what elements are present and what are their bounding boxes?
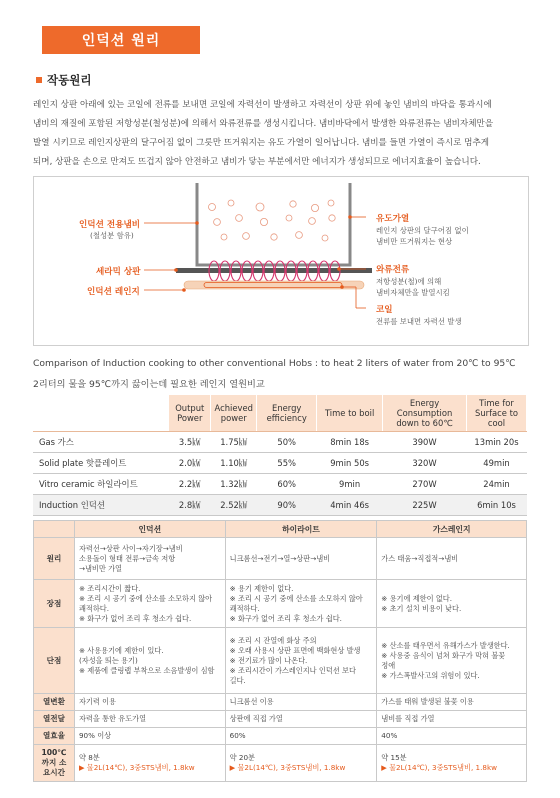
table-cell: Gas 가스: [33, 431, 169, 452]
table-cell: 4min 46s: [317, 494, 383, 515]
label-induction-heating-sub1: 레인지 상판의 달구어짐 없이: [376, 226, 469, 235]
column-header: Output Power: [169, 395, 211, 431]
intro-paragraph: [33, 96, 533, 172]
row-header: 장점: [34, 580, 75, 628]
table-row: [33, 494, 527, 515]
table-cell: [225, 580, 377, 628]
table-cell: [377, 728, 527, 745]
table-cell: Induction 인덕션: [33, 494, 169, 515]
table-cell: [377, 745, 527, 782]
table-row: [34, 580, 527, 628]
cell-line: 자력선→상판 사이→자기장→냄비: [78, 543, 183, 553]
table-cell: 9min 50s: [317, 452, 383, 473]
intro-line: 되며, 상판을 손으로 만져도 뜨겁지 않아 안전하고 냄비가 닿는 부분에서만 에너지가 생성되므로 에너지효율이 높습니다.: [33, 157, 481, 167]
table-cell: [225, 728, 377, 745]
cell-line: ※ 용기 제한이 없다.: [229, 583, 294, 593]
table-cell: [377, 538, 527, 580]
table-cell: [74, 694, 225, 711]
table-row: [34, 745, 527, 782]
intro-line: 발열 시키므로 레인지상판의 달구어짐 없이 그릇만 뜨거워지는 유도 가열이 일어납니다. 냄비를 들면 가열이 즉시로 멈추게: [33, 138, 490, 148]
table-cell: 2.2㎾: [169, 473, 211, 494]
cell-line: ※ 전기료가 많이 나온다.: [229, 655, 308, 665]
cell-line: 냄비를 직접 가열: [381, 714, 435, 723]
table-cell: [225, 628, 377, 694]
table-row: [34, 711, 527, 728]
column-header: Energy efficiency: [257, 395, 317, 431]
column-header: Time to boil: [317, 395, 383, 431]
cell-line: ※ 조리 시 공기 중에 산소를 소모하지 않아: [78, 593, 213, 603]
table-cell: 390W: [383, 431, 467, 452]
cell-line: 가스 태움→직접적→냄비: [381, 553, 459, 563]
cell-line: (자성을 띄는 용기): [78, 655, 138, 665]
cell-line: ※ 제품에 클링랩 부착으로 소음발생이 심함: [78, 665, 215, 675]
cell-line: ▶ 물2L(14℃), 3중STS냄비, 1.8kw: [78, 763, 195, 772]
cell-line: 길다.: [229, 675, 246, 685]
table-cell: [225, 711, 377, 728]
column-header: 가스레인지: [377, 521, 527, 538]
table-cell: [377, 694, 527, 711]
cell-line: 약 20분: [229, 753, 255, 762]
cell-line: ※ 오래 사용시 상판 표면에 백화현상 발생: [229, 645, 361, 655]
table-cell: [74, 728, 225, 745]
label-induction-heating-sub2: 냄비만 뜨거워지는 현상: [376, 237, 453, 246]
table-row: [34, 628, 527, 694]
label-coil-sub: 전류를 보내면 자력선 발생: [376, 317, 462, 326]
cell-line: ※ 가스폭발사고의 위험이 있다.: [381, 670, 480, 680]
cell-line: ▶ 물2L(14℃), 3중STS냄비, 1.8kw: [229, 763, 346, 772]
cell-line: ※ 용기에 제한이 없다.: [381, 593, 453, 603]
table-cell: 50%: [257, 431, 317, 452]
table-row: [33, 452, 527, 473]
table-cell: 90%: [257, 494, 317, 515]
column-header: [34, 521, 75, 538]
label-induction-pot-sub: (철성분 함유): [90, 231, 134, 240]
cell-line: ※ 초기 설치 비용이 낮다.: [381, 603, 462, 613]
cell-line: ※ 조리 시 공기 중에 산소를 소모하지 않아: [229, 593, 363, 603]
table-cell: [377, 628, 527, 694]
table-cell: 1.32㎾: [211, 473, 257, 494]
table-cell: 49min: [467, 452, 527, 473]
table-cell: 60%: [257, 473, 317, 494]
detail-header-row: [34, 521, 527, 538]
table-cell: [74, 628, 225, 694]
label-eddy-current-sub2: 냄비자체만을 발열시킴: [376, 288, 450, 297]
table-cell: [225, 538, 377, 580]
table-cell: [74, 711, 225, 728]
section-heading-text: 작동원리: [47, 73, 92, 87]
table-row: [34, 538, 527, 580]
table-cell: 55%: [257, 452, 317, 473]
cell-line: ※ 화구가 없어 조리 후 청소가 쉽다.: [78, 613, 192, 623]
cell-line: 60%: [229, 731, 246, 740]
table-cell: Vitro ceramic 하일라이트: [33, 473, 169, 494]
cell-line: 약 8분: [78, 753, 100, 762]
label-coil: 코일: [376, 305, 393, 315]
cell-line: 쾌적하다.: [78, 603, 110, 613]
table-cell: 24min: [467, 473, 527, 494]
cell-line: ※ 조리 시 잔열에 화상 주의: [229, 635, 317, 645]
row-header: 원리: [34, 538, 75, 580]
comparison-header-row: [33, 395, 527, 431]
cell-line: 약 15분: [381, 753, 407, 762]
table-cell: [377, 580, 527, 628]
table-cell: [74, 745, 225, 782]
page-title: 인덕션 원리: [42, 26, 200, 54]
table-row: [33, 473, 527, 494]
cell-line: 정애: [381, 660, 396, 670]
cell-line: 소용돌이 형태 전류→금속 저항: [78, 553, 176, 563]
caption-english: Comparison of Induction cooking to other conventional Hobs : to heat 2 liters of water from 20℃ to 95℃: [33, 358, 516, 369]
column-header: Achieved power: [211, 395, 257, 431]
cell-line: 가스를 태워 발생된 불꽃 이용: [381, 697, 474, 706]
column-header: 인덕션: [74, 521, 225, 538]
table-cell: 225W: [383, 494, 467, 515]
induction-diagram: [33, 176, 529, 346]
row-header: 단점: [34, 628, 75, 694]
caption-korean: 2리터의 물을 95℃까지 끓이는데 필요한 레인지 열원비교: [33, 379, 265, 390]
label-induction-range: 인덕션 레인지: [87, 287, 140, 297]
cell-line: →냄비만 가열: [78, 563, 122, 573]
cell-line: 상판에 직접 가열: [229, 714, 283, 723]
cell-line: ※ 화구가 없어 조리 후 청소가 쉽다.: [229, 613, 342, 623]
table-cell: 13min 20s: [467, 431, 527, 452]
cell-line: ※ 조리시간이 가스레인지나 인덕션 보다: [229, 665, 356, 675]
table-cell: 1.75㎾: [211, 431, 257, 452]
label-induction-pot: 인덕션 전용냄비: [79, 220, 141, 230]
cell-line: ▶ 물2L(14℃), 3중STS냄비, 1.8kw: [381, 763, 497, 772]
bubbles: [209, 200, 336, 241]
cell-line: ※ 산소를 태우면서 유해가스가 발생한다.: [381, 640, 510, 650]
row-header: 열전달: [34, 711, 75, 728]
table-cell: 6min 10s: [467, 494, 527, 515]
cell-line: 자기력 이용: [78, 697, 116, 706]
section-heading: [36, 72, 91, 88]
row-header: 100℃까지 소요시간: [34, 745, 75, 782]
cell-line: ※ 조리시간이 짧다.: [78, 583, 141, 593]
table-cell: 9min: [317, 473, 383, 494]
label-eddy-current: 와류전류: [376, 265, 410, 275]
cell-line: ※ 사용용기에 제한이 있다.: [78, 645, 164, 655]
table-cell: 320W: [383, 452, 467, 473]
table-cell: [377, 711, 527, 728]
cell-line: ※ 사용중 음식이 넘쳐 화구가 막혀 불꽃: [381, 650, 506, 660]
comparison-table: [33, 395, 527, 516]
table-cell: [74, 580, 225, 628]
table-cell: [225, 694, 377, 711]
label-eddy-current-sub1: 저항성분(철)에 의해: [376, 277, 442, 286]
table-cell: 1.10㎾: [211, 452, 257, 473]
table-cell: Solid plate 핫플레이트: [33, 452, 169, 473]
cell-line: 쾌적하다.: [229, 603, 260, 613]
cell-line: 니크롬선 이용: [229, 697, 274, 706]
cell-line: 니크롬선→전기→열→상판→냄비: [229, 553, 331, 563]
table-cell: 2.8㎾: [169, 494, 211, 515]
table-cell: 270W: [383, 473, 467, 494]
table-cell: 2.52㎾: [211, 494, 257, 515]
table-row: [34, 728, 527, 745]
intro-line: 냄비의 재질에 포함된 저항성분(철성분)에 의해서 와류전류를 생성시킵니다. 냄비바닥에서 발생한 와류전류는 냄비자체만을: [33, 119, 494, 129]
cell-line: 40%: [381, 731, 398, 740]
label-ceramic-plate: 세라믹 상판: [96, 267, 141, 277]
table-cell: [74, 538, 225, 580]
row-header: 열변환: [34, 694, 75, 711]
table-cell: [225, 745, 377, 782]
label-induction-heating: 유도가열: [376, 214, 410, 224]
column-header: Energy Consumption down to 60℃: [383, 395, 467, 431]
table-cell: 3.5㎾: [169, 431, 211, 452]
row-header: 열효율: [34, 728, 75, 745]
column-header: 하이라이트: [225, 521, 377, 538]
cell-line: 90% 이상: [78, 731, 112, 740]
cell-line: 자력을 통한 유도가열: [78, 714, 147, 723]
table-row: [34, 694, 527, 711]
column-header: Time for Surface to cool: [467, 395, 527, 431]
table-cell: 2.0㎾: [169, 452, 211, 473]
bullet-square-icon: [36, 77, 42, 83]
table-cell: 8min 18s: [317, 431, 383, 452]
intro-line: 레인지 상판 아래에 있는 코일에 전류를 보내면 코일에 자력선이 발생하고 자력선이 상판 위에 놓인 냄비의 바닥을 통과시에: [33, 100, 492, 110]
table-row: [33, 431, 527, 452]
column-header: [33, 395, 169, 431]
detail-comparison-table: [33, 520, 527, 782]
